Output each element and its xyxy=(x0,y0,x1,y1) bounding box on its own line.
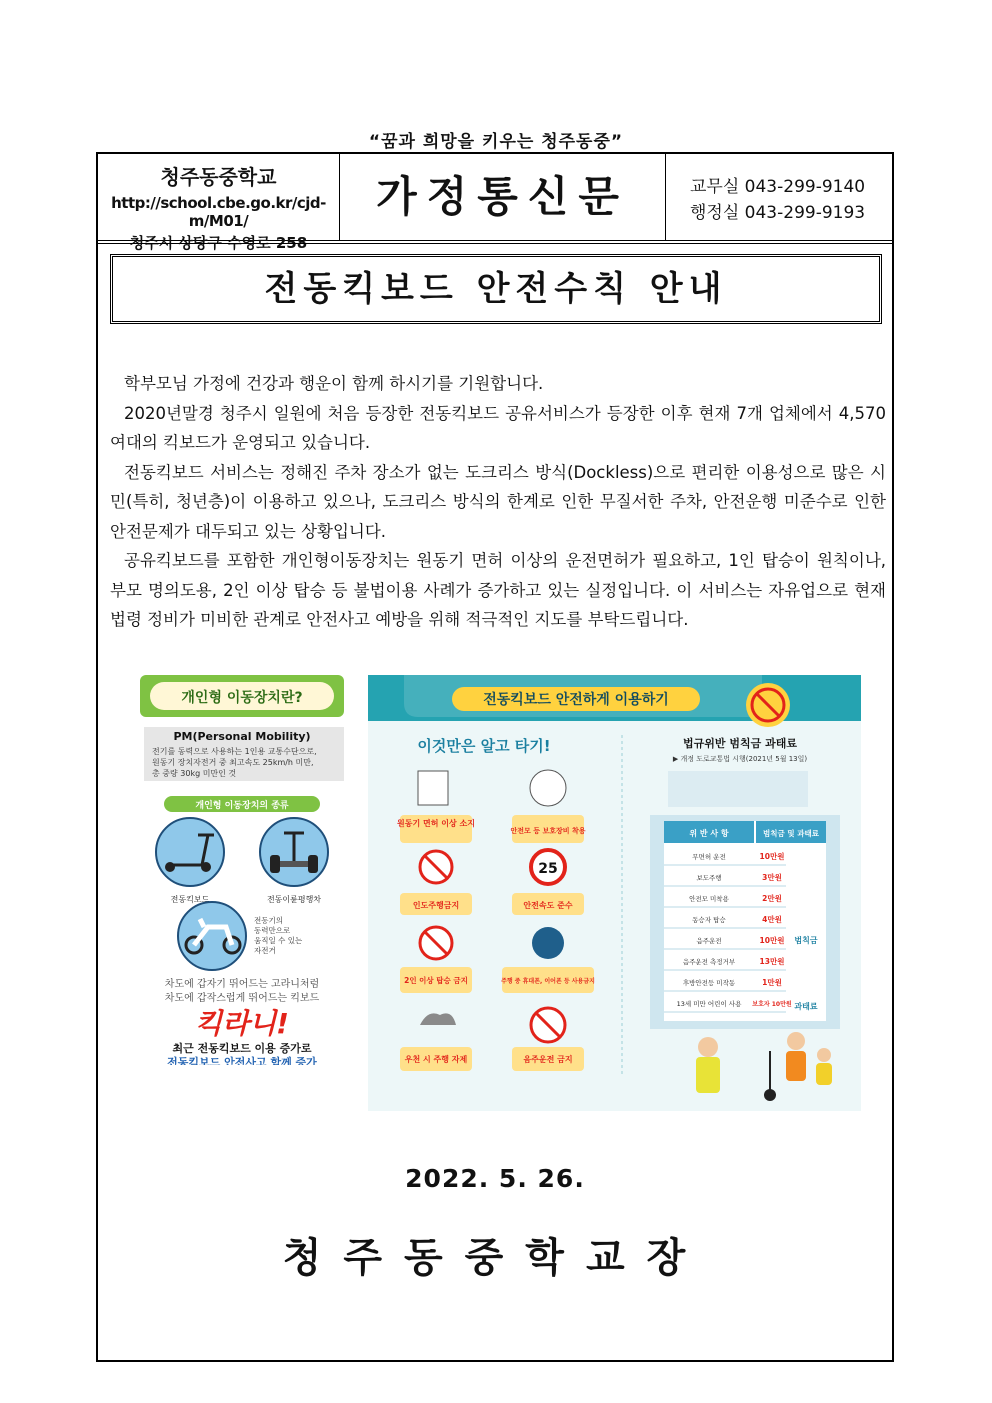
svg-text:주행 중 휴대폰, 이어폰 등 사용금지: 주행 중 휴대폰, 이어폰 등 사용금지 xyxy=(501,978,595,985)
school-info xyxy=(98,154,340,252)
speed-limit-sign: 25 xyxy=(538,861,558,877)
fine-row-amount: 4만원 xyxy=(762,915,782,924)
fine-row-amount: 10만원 xyxy=(759,936,785,945)
fine-row-amount: 10만원 xyxy=(759,852,785,861)
school-slogan: “꿈과 희망을 키우는 청주동중” xyxy=(368,132,624,152)
pm-infographic xyxy=(140,675,344,1065)
school-address: 청주시 상당구 수영로 258 xyxy=(129,234,308,252)
riders-illustration xyxy=(764,1032,832,1101)
svg-text:안전속도 준수: 안전속도 준수 xyxy=(523,901,573,910)
footer-line: 전동킥보드 안전사고 함께 증가 xyxy=(167,1056,317,1065)
header-divider xyxy=(98,243,892,244)
footer-line: 최근 전동킥보드 이용 증가로 xyxy=(172,1042,312,1055)
safety-infographic xyxy=(368,675,861,1111)
safety-subheading: 이것만은 알고 타기! xyxy=(417,737,551,755)
fine-row-item: 후방안전등 미작동 xyxy=(682,979,736,987)
warning-line: 차도에 갑작스럽게 뛰어드는 킥보드 xyxy=(164,993,320,1004)
svg-text:안전모 등 보호장비 착용: 안전모 등 보호장비 착용 xyxy=(510,827,586,835)
letter-frame xyxy=(96,152,894,1362)
fine-title: 법규위반 범칙금 과태료 xyxy=(683,737,797,750)
school-name: 청주동중학교 xyxy=(160,165,277,189)
rule-helmet xyxy=(511,770,586,843)
principal-signature: 청주동중학교장 xyxy=(282,1235,708,1281)
fine-row-item: 13세 미만 어린이 사용 xyxy=(676,1000,742,1008)
letter-header xyxy=(98,154,892,252)
type-desc: 전동기의 xyxy=(254,916,283,925)
notice-title: 전동킥보드 안전수칙 안내 xyxy=(110,254,882,324)
type-label: 전동킥보드 xyxy=(170,895,210,904)
pm-desc: 전기를 동력으로 사용하는 1인용 교통수단으로, xyxy=(152,747,317,756)
pm-types-heading: 개인형 이동장치의 종류 xyxy=(195,801,289,811)
svg-text:원동기 면허 이상 소지: 원동기 면허 이상 소지 xyxy=(397,819,475,828)
fine-row-amount: 13만원 xyxy=(759,957,785,966)
fine-row-item: 동승자 탑승 xyxy=(692,916,726,924)
fine-row-amount: 2만원 xyxy=(762,894,782,903)
rule-single-rider xyxy=(400,927,472,993)
paragraph: 학부모님 가정에 건강과 행운이 함께 하시기를 기원합니다. xyxy=(124,374,544,393)
fine-row-amount: 보호자 10만원 xyxy=(752,1001,792,1008)
rule-no-drinking xyxy=(512,1008,584,1071)
ebike-icon xyxy=(178,902,246,970)
paragraph: 전동킥보드 서비스는 정해진 주차 장소가 없는 도크리스 방식(Dockless)으로 편리한 이용성으로 많은 시민(특히, 청년층)이 이용하고 있으나, 도크리스 방식의 한계로 인한 무질서한 주차, 안전운행 미준수로 인한 안전문제가 대두되고 있는 상황입니다. xyxy=(110,462,886,541)
fine-row-amount: 1만원 xyxy=(762,978,782,987)
fine-type: 범칙금 xyxy=(794,936,818,945)
paragraph: 공유킥보드를 포함한 개인형이동장치는 원동기 면허 이상의 운전면허가 필요하고, 1인 탑승이 원칙이나, 부모 명의도용, 2인 이상 탑승 등 불법이용 사례가 증가하고 있는 실정입니다. 이 서비스는 자유업으로 현재 법령 정비가 미비한 관계로 안전사고 예방을 위해 적극적인 지도를 부탁드립니다. xyxy=(110,551,886,629)
fine-row-amount: 3만원 xyxy=(762,873,782,882)
fine-subtitle: ▶ 개정 도로교통법 시행(2021년 5월 13일) xyxy=(672,755,808,763)
phone-admin-office: 행정실 043-299-9193 xyxy=(690,203,866,223)
fine-col-amount: 범칙금 및 과태료 xyxy=(763,829,819,838)
type-desc: 자전거 xyxy=(254,946,276,955)
newsletter-title: 가정통신문 xyxy=(340,154,666,240)
svg-text:2인 이상 탑승 금지: 2인 이상 탑승 금지 xyxy=(404,976,468,985)
pm-heading: 개인형 이동장치란? xyxy=(181,690,303,706)
svg-text:인도주행금지: 인도주행금지 xyxy=(412,901,460,910)
scooter-icon xyxy=(156,818,224,886)
type-desc: 움직일 수 있는 xyxy=(254,936,303,945)
type-desc: 동력만으로 xyxy=(254,926,291,935)
svg-text:음주운전 금지: 음주운전 금지 xyxy=(523,1055,573,1064)
phone-teachers-office: 교무실 043-299-9140 xyxy=(690,177,866,197)
fine-type: 과태료 xyxy=(794,1002,818,1011)
rule-rain xyxy=(400,1013,472,1071)
pm-infographic-art xyxy=(140,675,344,1065)
issue-date: 2022. 5. 26. xyxy=(405,1164,585,1193)
paragraph: 2020년말경 청주시 일원에 처음 등장한 전동킥보드 공유서비스가 등장한 이후 현재 7개 업체에서 4,570여대의 킥보드가 운영되고 있습니다. xyxy=(110,403,886,452)
type-label: 전동이륜평행차 xyxy=(266,895,322,904)
safety-infographic-art xyxy=(368,675,861,1111)
fine-row-item: 안전모 미착용 xyxy=(689,895,729,903)
police-illustration xyxy=(696,1037,720,1093)
rule-speed-limit xyxy=(512,850,584,915)
fine-row-item: 무면허 운전 xyxy=(692,853,726,861)
fine-col-item: 위 반 사 항 xyxy=(689,829,729,838)
notice-body xyxy=(110,369,886,635)
warning-line: 차도에 갑자기 뛰어드는 고라니처럼 xyxy=(164,979,320,990)
svg-text:우천 시 주행 자제: 우천 시 주행 자제 xyxy=(404,1055,468,1064)
pm-title: PM(Personal Mobility) xyxy=(173,730,311,743)
fine-row-item: 음주운전 xyxy=(696,937,722,945)
rule-no-phone xyxy=(501,927,595,993)
school-url[interactable]: http://school.cbe.go.kr/cjd-m/M01/ xyxy=(111,194,326,230)
pm-desc: 총 중량 30kg 미만인 것 xyxy=(152,769,237,778)
pm-desc: 원동기 장치자전거 중 최고속도 25km/h 미만, xyxy=(152,758,314,767)
contact-info xyxy=(666,154,892,240)
fine-row-item: 음주운전 측정거부 xyxy=(682,958,736,966)
people-illustration xyxy=(668,771,808,807)
kickrani-slogan: 킥라니! xyxy=(195,1007,289,1040)
rule-license xyxy=(397,771,475,843)
rule-no-sidewalk xyxy=(400,851,472,915)
safety-heading: 전동킥보드 안전하게 이용하기 xyxy=(483,692,669,708)
fine-row-item: 보도주행 xyxy=(696,874,722,882)
